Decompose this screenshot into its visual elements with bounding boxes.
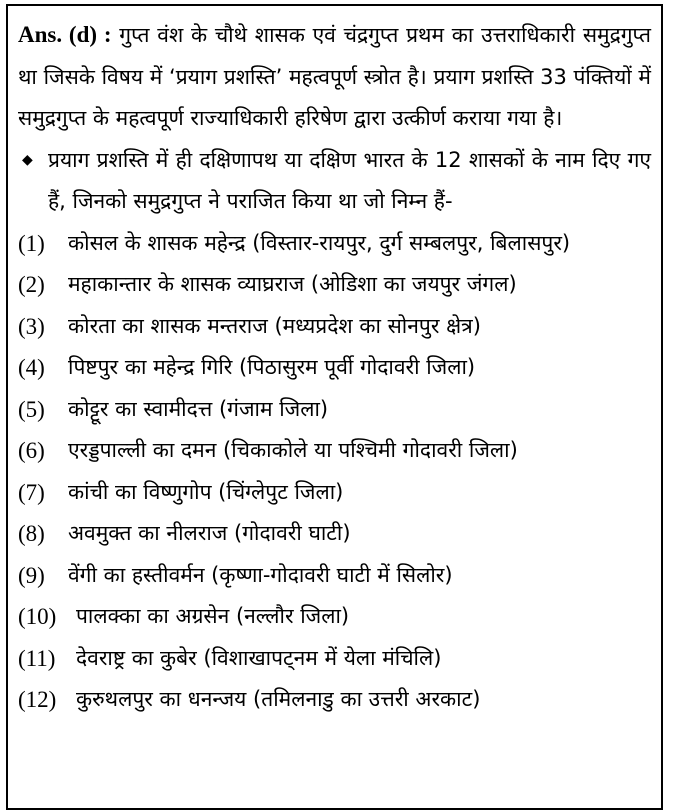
list-item — [18, 223, 651, 265]
list-item — [18, 430, 651, 472]
list-item-text: कोट्टूर का स्वामीदत्त (गंजाम जिला) — [68, 396, 329, 421]
diamond-bullet-icon: ◆ — [22, 151, 33, 168]
list-item-number: (3) — [18, 313, 45, 339]
answer-label: Ans. (d) : — [18, 22, 112, 47]
bullet-paragraph — [18, 140, 651, 223]
list-item — [18, 555, 651, 597]
list-item-number: (8) — [18, 521, 45, 546]
list-item-text: देवराष्ट्र का कुबेर (विशाखापट्नम में येला मंचिलि) — [76, 645, 442, 670]
list-item-number: (5) — [18, 396, 45, 422]
list-item-text: एरड्डपाल्ली का दमन (चिकाकोले या पश्चिमी गोदावरी जिला) — [68, 438, 518, 462]
list-item-text: कांची का विष्णुगोप (चिंग्लेपुट जिला) — [68, 479, 344, 504]
list-item-text: महाकान्तार के शासक व्याघ्रराज (ओडिशा का जयपुर जंगल) — [68, 272, 517, 296]
rulers-list — [18, 223, 651, 721]
intro-paragraph — [18, 14, 651, 140]
list-item — [18, 596, 651, 638]
list-item-text: पिष्टपुर का महेन्द्र गिरि (पिठासुरम पूर्वी गोदावरी जिला) — [68, 355, 476, 379]
list-item-number: (7) — [18, 479, 45, 505]
list-item — [18, 513, 651, 555]
list-item-number: (10) — [18, 604, 57, 629]
list-item — [18, 347, 651, 389]
list-item-number: (1) — [18, 230, 45, 256]
list-item-text: कोरता का शासक मन्तराज (मध्यप्रदेश का सोनपुर क्षेत्र) — [68, 313, 481, 338]
list-item — [18, 679, 651, 721]
answer-content — [8, 6, 661, 721]
list-item-number: (6) — [18, 438, 45, 463]
list-item-text: अवमुक्त का नीलराज (गोदावरी घाटी) — [68, 521, 351, 545]
list-item-text: कोसल के शासक महेन्द्र (विस्तार-रायपुर, दुर्ग सम्बलपुर, बिलासपुर) — [68, 230, 571, 255]
list-item-number: (9) — [18, 562, 45, 588]
intro-text: गुप्त वंश के चौथे शासक एवं चंद्रगुप्त प्रथम का उत्तराधिकारी समुद्रगुप्त था जिसके विषय में ‘प्रयाग प्रशस्ति’ महत्वपूर्ण स्त्रोत है। प्रयाग प्रशस्ति 33 पंक्तियों में समुद्रगुप्त के महत्वपूर्ण राज्याधिकारी हरिषेण द्वारा उत्कीर्ण कराया गया है। — [18, 23, 651, 130]
bullet-text: प्रयाग प्रशस्ति में ही दक्षिणापथ या दक्षिण भारत के 12 शासकों के नाम दिए गए हैं, जिनको समुद्रगुप्त ने पराजित किया था जो निम्न हैं- — [48, 147, 651, 213]
list-item-text: पालक्का का अग्रसेन (नल्लौर जिला) — [76, 604, 350, 628]
list-item-number: (11) — [18, 645, 56, 671]
list-item — [18, 472, 651, 514]
list-item — [18, 306, 651, 348]
list-item-number: (12) — [18, 687, 57, 712]
answer-box — [6, 4, 663, 810]
list-item-text: कुरुथलपुर का धनन्जय (तमिलनाडु का उत्तरी अरकाट) — [76, 687, 481, 711]
list-item-number: (2) — [18, 272, 45, 297]
list-item-text: वेंगी का हस्तीवर्मन (कृष्णा-गोदावरी घाटी में सिलोर) — [68, 562, 453, 587]
list-item — [18, 638, 651, 680]
list-item — [18, 264, 651, 306]
list-item — [18, 389, 651, 431]
list-item-number: (4) — [18, 355, 45, 380]
